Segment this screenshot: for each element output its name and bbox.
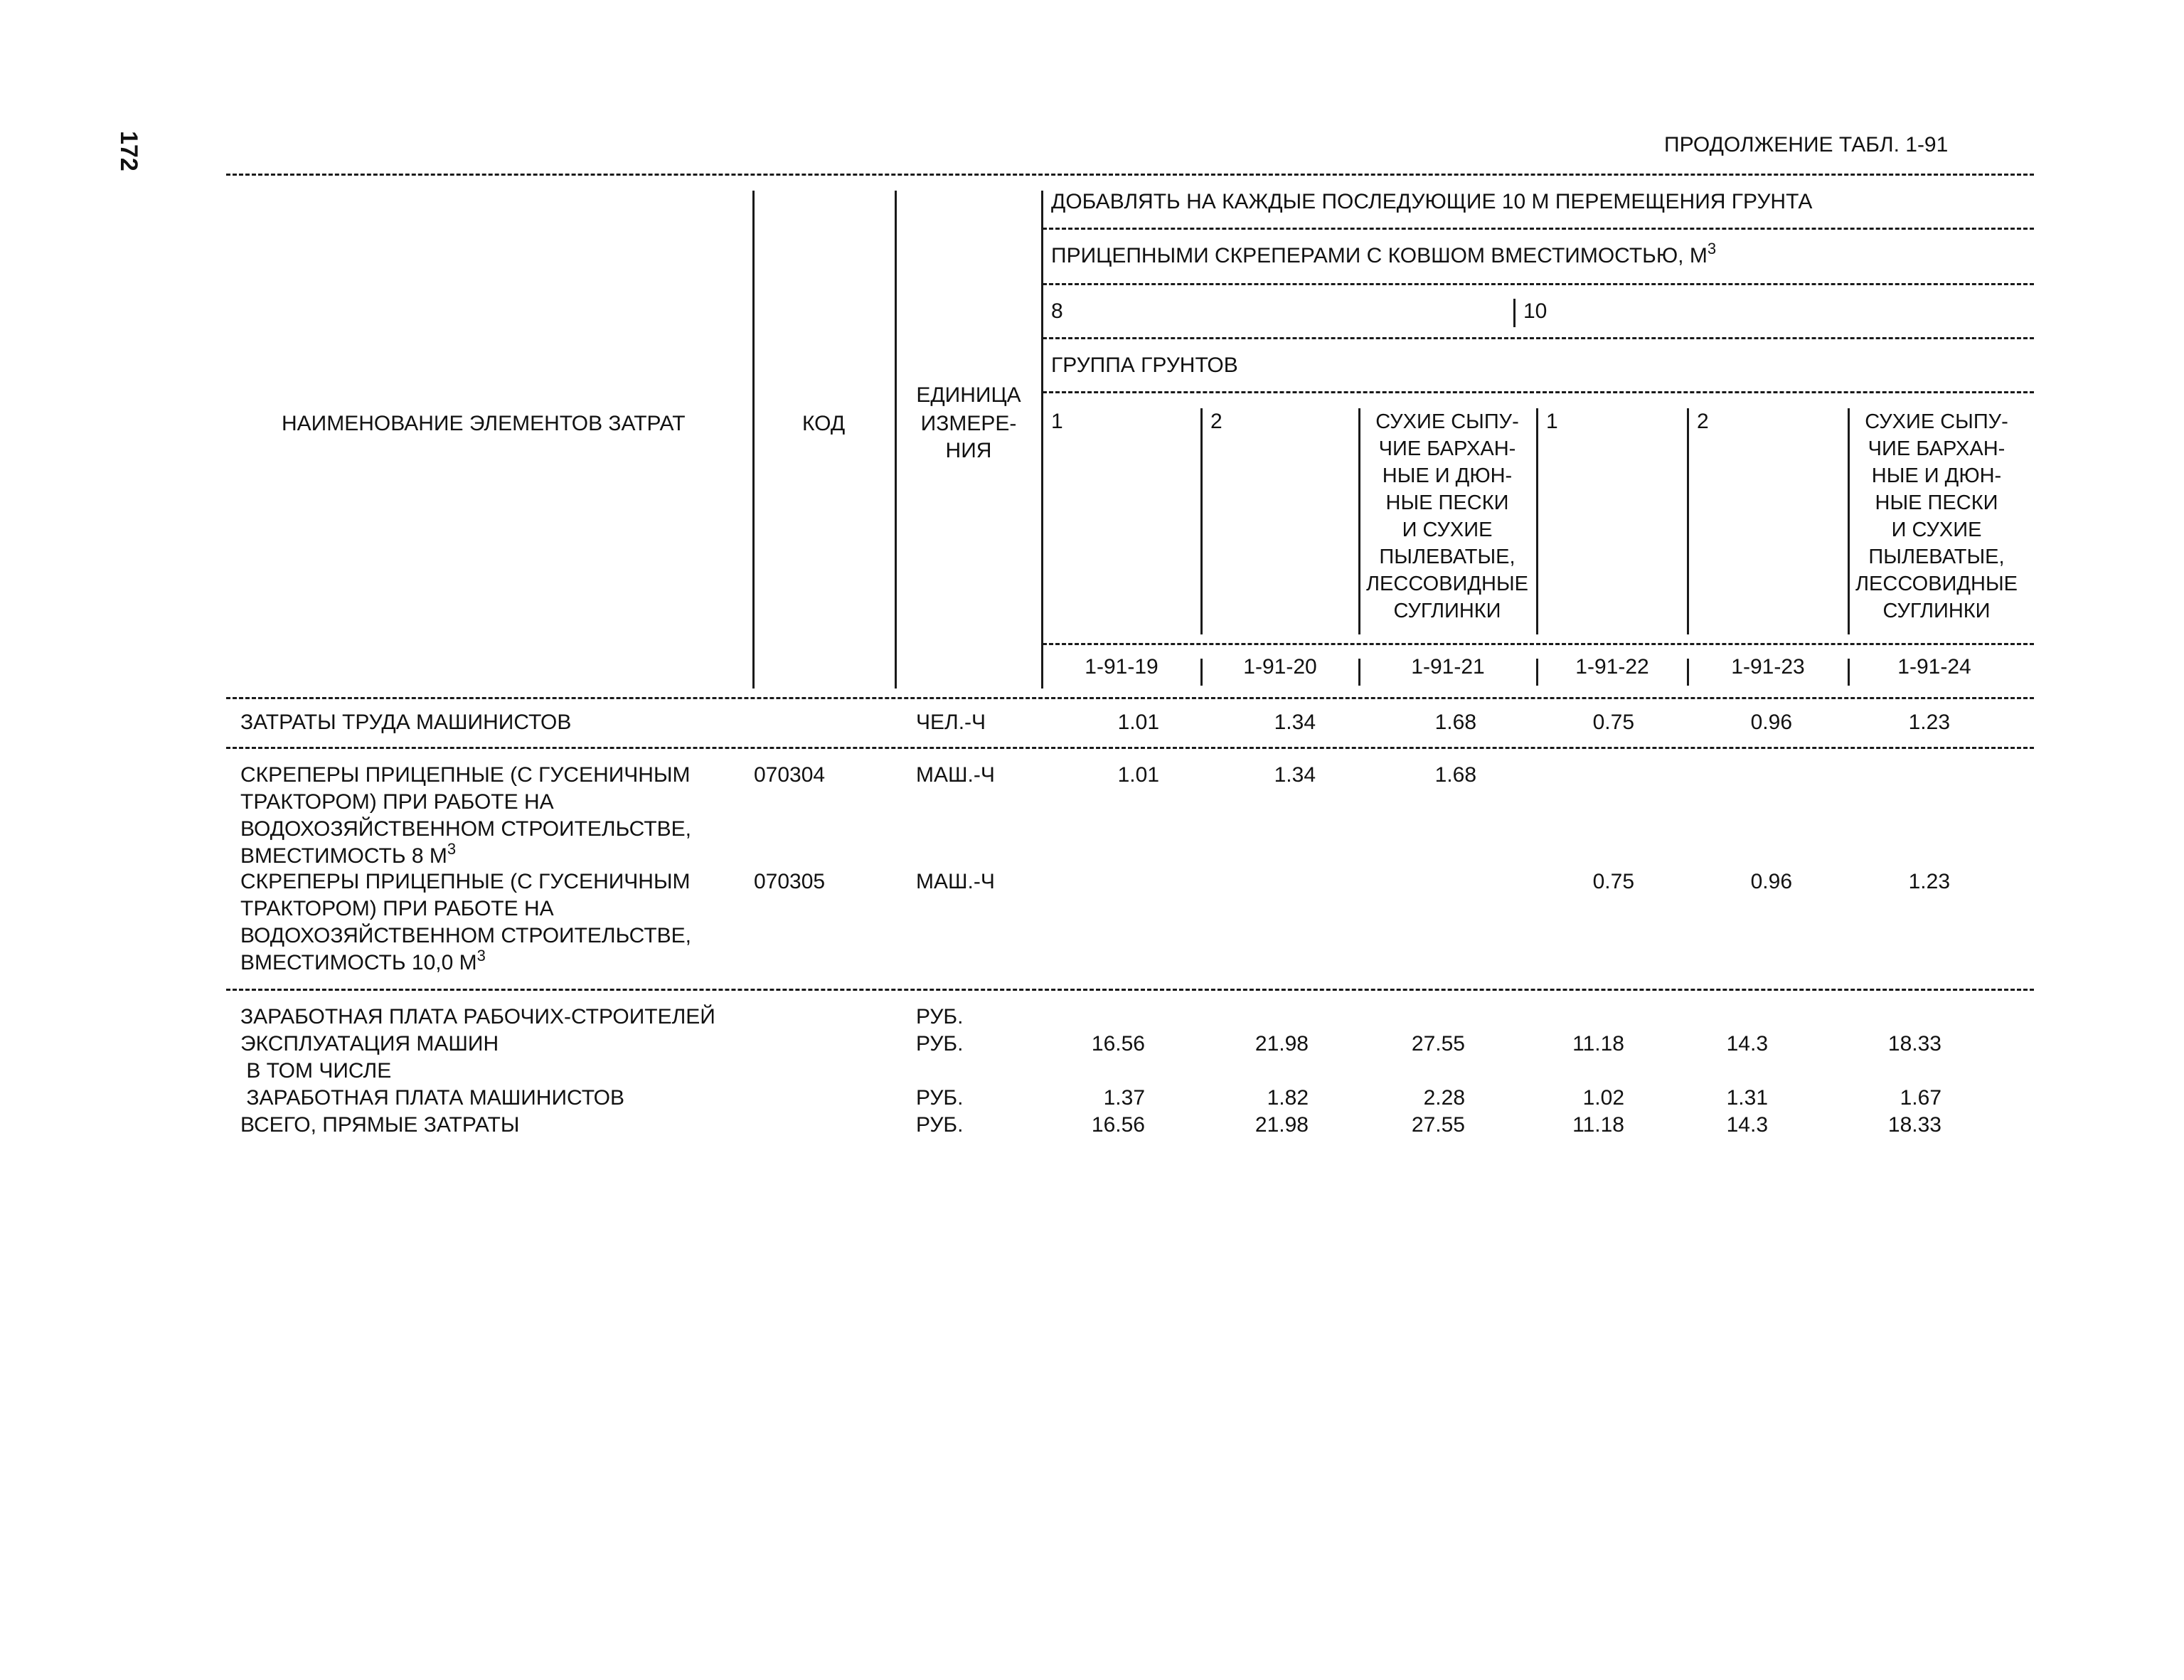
rule-add	[1043, 228, 2034, 230]
machine-name-line: ТРАКТОРОМ) ПРИ РАБОТЕ НА	[240, 897, 554, 920]
rate-code: 1-91-19	[1085, 655, 1158, 679]
cost-unit: РУБ.	[916, 1005, 964, 1028]
rate-code: 1-91-20	[1243, 655, 1317, 679]
cost-value: 16.56	[1091, 1113, 1145, 1137]
machine-value: 1.68	[1434, 763, 1476, 787]
soil-group-1: 1	[1051, 410, 1063, 433]
machine-value: 1.23	[1908, 870, 1950, 893]
machine-unit: МАШ.-Ч	[916, 763, 995, 787]
header-soil-group-title: ГРУППА ГРУНТОВ	[1051, 353, 1238, 377]
cost-unit: РУБ.	[916, 1032, 964, 1056]
table-continuation-label: ПРОДОЛЖЕНИЕ ТАБЛ. 1-91	[1664, 133, 1949, 156]
vbar-unit-left	[895, 191, 897, 689]
cost-value: 16.56	[1091, 1032, 1145, 1056]
machine-name-line: ВОДОХОЗЯЙСТВЕННОМ СТРОИТЕЛЬСТВЕ,	[240, 924, 691, 947]
header-scrapers-title: ПРИЦЕПНЫМИ СКРЕПЕРАМИ С КОВШОМ ВМЕСТИМОСТЬЮ, $М^3$	[1051, 240, 1717, 267]
cost-value: 1.31	[1726, 1086, 1768, 1110]
machine-name-line: СКРЕПЕРЫ ПРИЦЕПНЫЕ (С ГУСЕНИЧНЫМ	[240, 763, 691, 787]
vbar-data-left	[1041, 191, 1043, 689]
page-number: 172	[115, 131, 142, 171]
machine-name-line: ТРАКТОРОМ) ПРИ РАБОТЕ НА	[240, 790, 554, 814]
cost-name: ЭКСПЛУАТАЦИЯ МАШИН	[240, 1032, 499, 1056]
cost-name: ЗАРАБОТНАЯ ПЛАТА МАШИНИСТОВ	[240, 1086, 625, 1110]
labor-value: 0.75	[1592, 711, 1634, 734]
cost-unit: РУБ.	[916, 1086, 964, 1110]
machine-code: 070304	[754, 763, 826, 787]
header-scrapers-sup: 3	[1707, 240, 1717, 257]
labor-name: ЗАТРАТЫ ТРУДА МАШИНИСТОВ	[240, 711, 572, 734]
cost-value: 11.18	[1572, 1032, 1624, 1056]
header-unit-line3: НИЯ	[945, 439, 992, 462]
labor-value: 1.34	[1274, 711, 1316, 734]
labor-value: 1.01	[1117, 711, 1159, 734]
machine-unit: МАШ.-Ч	[916, 870, 995, 893]
labor-value: 0.96	[1750, 711, 1792, 734]
rule-soil-types	[1043, 643, 2034, 645]
header-unit-line1: ЕДИНИЦА	[916, 383, 1021, 407]
soil-group-dry-sands: СУХИЕ СЫПУ- ЧИЕ БАРХАН- НЫЕ И ДЮН- НЫЕ ПЕСКИ И СУХИЕ ПЫЛЕВАТЫЕ, ЛЕССОВИДНЫЕ СУГЛИНКИ	[1366, 410, 1528, 622]
rule-labor	[226, 747, 2034, 749]
rate-code: 1-91-23	[1731, 655, 1805, 679]
machine-value: 0.75	[1592, 870, 1634, 893]
machine-code: 070305	[754, 870, 826, 893]
cost-value: 27.55	[1411, 1032, 1465, 1056]
cost-value: 2.28	[1423, 1086, 1465, 1110]
labor-value: 1.68	[1434, 711, 1476, 734]
cost-value: 18.33	[1887, 1113, 1941, 1137]
machine-value: 0.96	[1750, 870, 1792, 893]
rule-machines	[226, 989, 2034, 991]
rule-header-bottom	[226, 697, 2034, 699]
machine-name-line: ВОДОХОЗЯЙСТВЕННОМ СТРОИТЕЛЬСТВЕ,	[240, 817, 691, 841]
cost-value: 14.3	[1726, 1032, 1768, 1056]
header-unit-line2: ИЗМЕРЕ-	[920, 412, 1017, 435]
cost-name: ЗАРАБОТНАЯ ПЛАТА РАБОЧИХ-СТРОИТЕЛЕЙ	[240, 1005, 715, 1028]
rate-code: 1-91-21	[1411, 655, 1485, 679]
cost-value: 27.55	[1411, 1113, 1465, 1137]
rate-code: 1-91-22	[1575, 655, 1649, 679]
labor-value: 1.23	[1908, 711, 1950, 734]
labor-unit: ЧЕЛ.-Ч	[916, 711, 986, 734]
vbar-col5	[1687, 408, 1689, 634]
machine-value: 1.34	[1274, 763, 1316, 787]
header-capacity-8: 8	[1051, 299, 1063, 323]
rule-soil-group	[1043, 391, 2034, 393]
machine-name-last: ВМЕСТИМОСТЬ 10,0 $М^3$	[240, 947, 486, 974]
cost-value: 14.3	[1726, 1113, 1768, 1137]
header-code-column: КОД	[802, 412, 846, 435]
soil-group-1b: 1	[1546, 410, 1558, 433]
machine-name-last: ВМЕСТИМОСТЬ 8 $М^3$	[240, 840, 457, 868]
machine-name-line: СКРЕПЕРЫ ПРИЦЕПНЫЕ (С ГУСЕНИЧНЫМ	[240, 870, 691, 893]
header-capacity-10: 10	[1523, 299, 1548, 323]
soil-group-dry-sands-b: СУХИЕ СЫПУ- ЧИЕ БАРХАН- НЫЕ И ДЮН- НЫЕ ПЕСКИ И СУХИЕ ПЫЛЕВАТЫЕ, ЛЕССОВИДНЫЕ СУГЛИНКИ	[1855, 410, 2018, 622]
cost-value: 1.37	[1103, 1086, 1145, 1110]
header-name-column: НАИМЕНОВАНИЕ ЭЛЕМЕНТОВ ЗАТРАТ	[282, 412, 686, 435]
rule-top	[226, 174, 2034, 176]
cost-value: 21.98	[1255, 1032, 1309, 1056]
vbar-col4	[1536, 408, 1538, 634]
cost-unit: РУБ.	[916, 1113, 964, 1137]
header-add-title: ДОБАВЛЯТЬ НА КАЖДЫЕ ПОСЛЕДУЮЩИЕ 10 М ПЕРЕМЕЩЕНИЯ ГРУНТА	[1051, 190, 1813, 213]
vbar-capacity-10	[1513, 299, 1516, 327]
cost-value: 18.33	[1887, 1032, 1941, 1056]
vbar-col2	[1200, 408, 1203, 634]
cost-value: 1.02	[1582, 1086, 1624, 1110]
rate-code: 1-91-24	[1897, 655, 1971, 679]
soil-group-2b: 2	[1697, 410, 1709, 433]
machine-value: 1.01	[1117, 763, 1159, 787]
cost-value: 1.82	[1267, 1086, 1309, 1110]
cost-name: ВСЕГО, ПРЯМЫЕ ЗАТРАТЫ	[240, 1113, 520, 1137]
cost-name: В ТОМ ЧИСЛЕ	[240, 1059, 392, 1083]
cost-value: 1.67	[1900, 1086, 1941, 1110]
rule-capacity	[1043, 337, 2034, 339]
cost-value: 11.18	[1572, 1113, 1624, 1137]
cost-value: 21.98	[1255, 1113, 1309, 1137]
soil-group-2: 2	[1210, 410, 1222, 433]
rule-scrapers	[1043, 283, 2034, 285]
machine-name-sup: 3	[447, 840, 457, 858]
vbar-code-left	[752, 191, 755, 689]
machine-name-sup: 3	[476, 947, 486, 964]
